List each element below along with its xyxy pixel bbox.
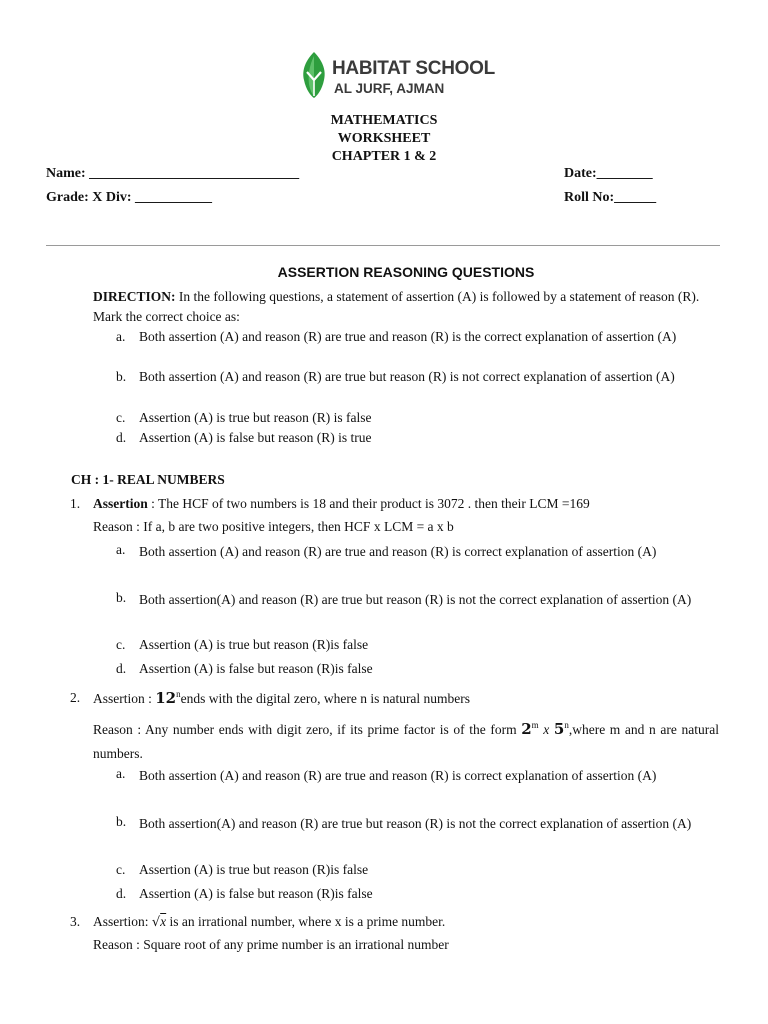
option-text: Both assertion(A) and reason (R) are true but reason (R) is not the correct explanation of assertion (A) (139, 816, 692, 831)
direction-choice-letter: c. (116, 410, 126, 425)
direction-choice-letter: b. (116, 369, 127, 384)
reason-exp-2: n (564, 720, 569, 730)
reason-exp-1: m (531, 720, 539, 730)
question-number: 1. (70, 496, 81, 511)
option-letter: a. (116, 766, 126, 781)
option-letter: d. (116, 886, 127, 901)
option-letter: c. (116, 862, 126, 877)
assertion-base: 12 (155, 689, 177, 707)
chapter-title: CHAPTER 1 & 2 (331, 149, 437, 164)
option-letter: d. (116, 661, 127, 676)
section-title: ASSERTION REASONING QUESTIONS (277, 264, 535, 280)
direction-choice-letter: d. (116, 430, 127, 445)
q3-reason: Reason : Square root of any prime number is an irrational number (93, 937, 449, 952)
reason-base-2: 5 (553, 720, 565, 738)
school-name: HABITAT SCHOOL (332, 58, 495, 79)
sqrt-symbol: √ (151, 915, 161, 930)
direction-label: DIRECTION: (93, 289, 176, 304)
name-field: Name: ______________________________ (46, 166, 300, 181)
assertion-prefix: Assertion: (93, 914, 152, 929)
reason-prefix: Reason : Any number ends with digit zero, if its prime factor is of the form (93, 722, 522, 737)
option-text: Assertion (A) is true but reason (R)is false (139, 637, 369, 652)
q1-assertion (93, 494, 719, 514)
option-text: Assertion (A) is true but reason (R)is false (139, 862, 369, 877)
option-text: Both assertion(A) and reason (R) are true but reason (R) is not the correct explanation of assertion (A) (139, 592, 692, 607)
subject-title: MATHEMATICS (330, 113, 438, 128)
leaf-logo-icon (300, 50, 328, 100)
assertion-exponent: n (176, 689, 181, 699)
q1-reason: Reason : If a, b are two positive integers, then HCF x LCM = a x b (93, 519, 454, 534)
roll-field: Roll No:______ (564, 190, 657, 205)
q2-reason (93, 717, 719, 766)
assertion-text: : The HCF of two numbers is 18 and their product is 3072 . then their LCM =169 (147, 496, 590, 511)
option-letter: b. (116, 814, 127, 829)
direction-choice-text: Assertion (A) is false but reason (R) is true (139, 430, 372, 445)
worksheet-title: WORKSHEET (337, 131, 431, 146)
question-number: 2. (70, 690, 81, 705)
direction-paragraph (93, 287, 719, 327)
direction-text: In the following questions, a statement of assertion (A) is followed by a statement of reason (R). Mark the correct choice as: (93, 289, 700, 324)
reason-base-1: 2 (521, 720, 532, 738)
reason-times: x (538, 722, 554, 737)
option-letter: a. (116, 542, 126, 557)
direction-choice-text: Both assertion (A) and reason (R) are true but reason (R) is not correct explanation of assertion (A) (139, 369, 675, 384)
reason-suffix: ,where m and n are natural numbers. (93, 722, 719, 761)
option-text: Both assertion (A) and reason (R) are true and reason (R) is correct explanation of assertion (A) (139, 768, 657, 783)
assertion-rest: is an irrational number, where x is a prime number. (166, 914, 446, 929)
assertion-rest: ends with the digital zero, where n is natural numbers (180, 691, 471, 706)
direction-choice-text: Assertion (A) is true but reason (R) is false (139, 410, 372, 425)
option-text: Assertion (A) is false but reason (R)is false (139, 886, 373, 901)
option-letter: c. (116, 637, 126, 652)
chapter-heading: CH : 1- REAL NUMBERS (71, 472, 225, 487)
divider (46, 245, 720, 246)
school-logo (298, 48, 498, 102)
school-location: AL JURF, AJMAN (334, 81, 445, 96)
option-letter: b. (116, 590, 127, 605)
question-number: 3. (70, 914, 81, 929)
option-text: Both assertion (A) and reason (R) are true and reason (R) is correct explanation of assertion (A) (139, 544, 657, 559)
q2-assertion (93, 688, 719, 709)
grade-field: Grade: X Div: ___________ (46, 190, 213, 205)
date-field: Date:________ (564, 166, 653, 181)
assertion-label: Assertion (93, 496, 148, 511)
direction-choice-letter: a. (116, 329, 126, 344)
q3-assertion (93, 912, 719, 933)
sqrt-variable: x (160, 914, 167, 929)
option-text: Assertion (A) is false but reason (R)is false (139, 661, 373, 676)
assertion-prefix: Assertion : (93, 691, 156, 706)
direction-choice-text: Both assertion (A) and reason (R) are true and reason (R) is the correct explanation of assertion (A) (139, 329, 677, 344)
